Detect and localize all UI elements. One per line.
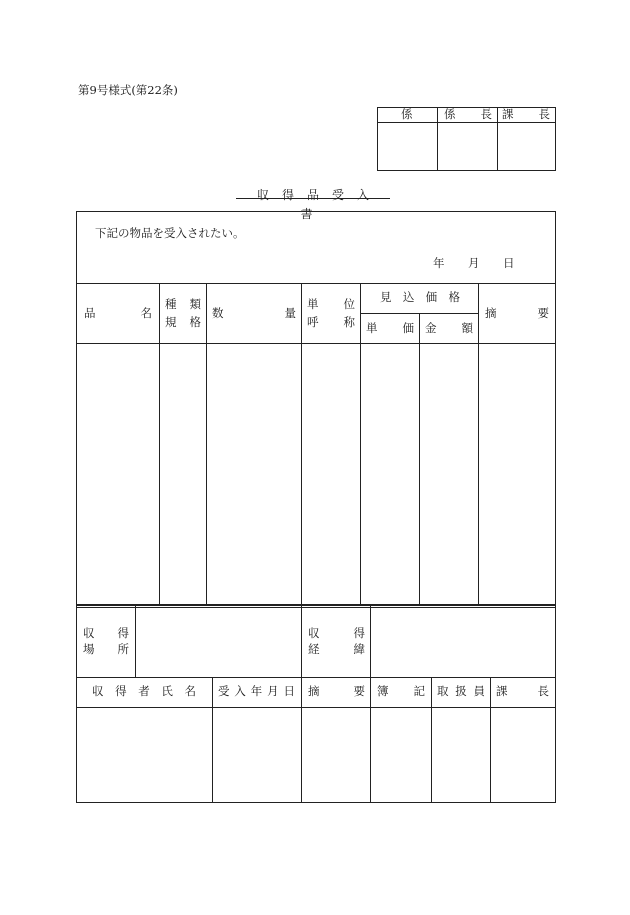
label-basho: 場 所 [83,642,129,656]
header-tekiyo: 摘 要 [485,306,549,320]
header-kosho: 呼 称 [307,315,355,329]
header-bottom-tekiyo: 摘 要 [308,684,365,698]
header-mikomi-kakaku: 見 込 価 格 [380,290,460,304]
label-keii: 経 緯 [308,642,365,656]
date-year: 年 [433,256,445,270]
header-shurui: 種 類 [165,297,201,311]
title-underline [236,198,390,199]
form-number: 第9号様式(第22条) [78,83,178,97]
date-month: 月 [468,256,480,270]
main-form-box [76,211,556,605]
approval-kakari: 係 [401,107,413,121]
header-shutokusha-shimei: 収 得 者 氏 名 [92,684,196,698]
header-kingaku: 金 額 [425,321,473,335]
header-tani: 単 位 [307,297,355,311]
header-boki: 簿 記 [377,684,425,698]
header-kikaku: 規 格 [165,315,201,329]
approval-kakaricho: 係 長 [444,107,492,121]
header-toriatsukaiin: 取 扱 員 [437,684,485,698]
header-ukeire-nengappi: 受 入 年 月 日 [218,684,295,698]
header-tanka: 単 価 [366,321,414,335]
label-shutoku-2: 収 得 [308,626,365,640]
approval-kacho: 課 長 [502,107,550,121]
header-bottom-kacho: 課 長 [496,684,549,698]
date-day: 日 [503,256,515,270]
document-title: 収得品受入書 [256,188,382,221]
label-shutoku-1: 収 得 [83,626,129,640]
header-hinmei: 品 名 [84,306,152,320]
intro-text: 下記の物品を受入されたい。 [95,226,245,240]
header-suryo: 数 量 [212,306,296,320]
